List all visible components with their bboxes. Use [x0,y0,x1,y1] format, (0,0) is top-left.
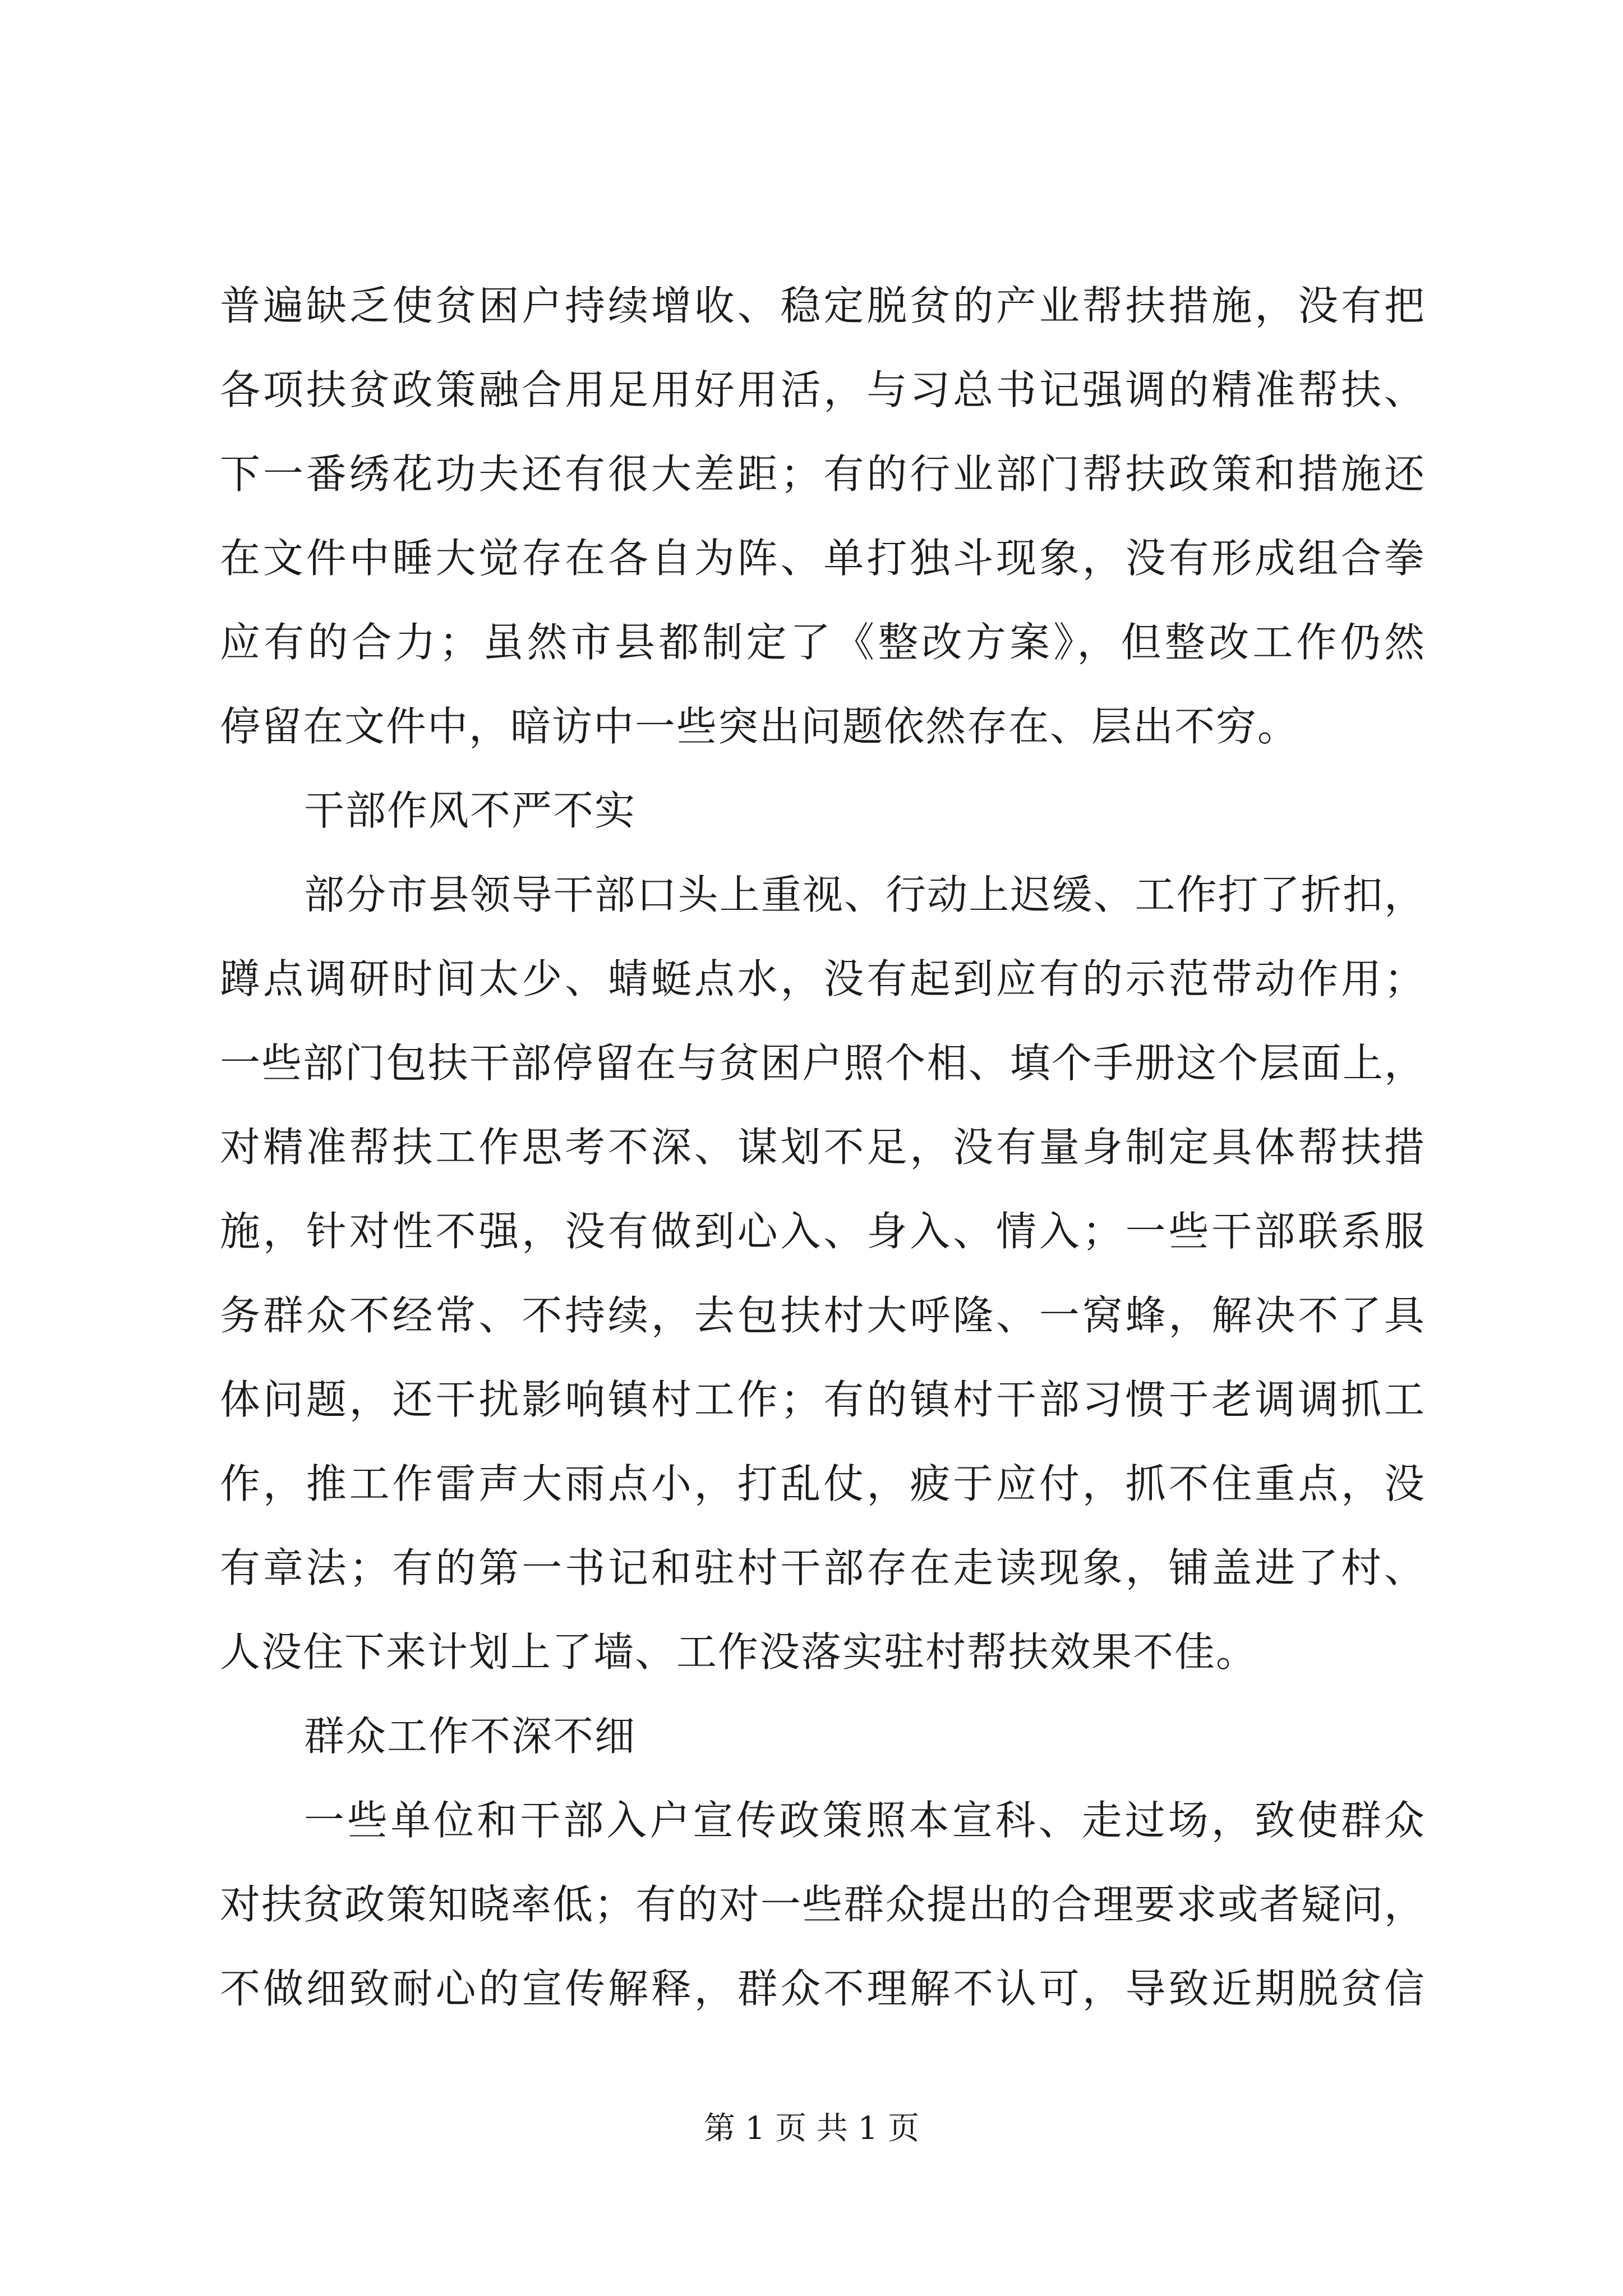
text-line: 应有的合力；虽然市县都制定了《整改方案》，但整改工作仍然 [220,619,1426,666]
text-line: 对扶贫政策知晓率低；有的对一些群众提出的合理要求或者疑问， [220,1881,1426,1928]
text-line: 体问题，还干扰影响镇村工作；有的镇村干部习惯于老调调抓工 [220,1376,1426,1423]
text-line: 对精准帮扶工作思考不深、谋划不足，没有量身制定具体帮扶措 [220,1124,1426,1171]
text-line: 蹲点调研时间太少、蜻蜓点水，没有起到应有的示范带动作用； [220,955,1426,1002]
text-line: 在文件中睡大觉存在各自为阵、单打独斗现象，没有形成组合拳 [220,535,1426,582]
page-number-label: 第 1 页 共 1 页 [703,2110,920,2147]
text-line: 施，针对性不强，没有做到心入、身入、情入；一些干部联系服 [220,1208,1426,1255]
text-line: 人没住下来计划上了墙、工作没落实驻村帮扶效果不佳。 [220,1628,1258,1676]
text-line: 不做细致耐心的宣传解释，群众不理解不认可，导致近期脱贫信 [220,1965,1426,2012]
text-line: 下一番绣花功夫还有很大差距；有的行业部门帮扶政策和措施还 [220,450,1426,498]
text-line: 普遍缺乏使贫困户持续增收、稳定脱贫的产业帮扶措施，没有把 [220,282,1426,329]
text-line: 部分市县领导干部口头上重视、行动上迟缓、工作打了折扣， [304,871,1426,918]
document-body [220,264,1426,2031]
page-footer [0,2106,1623,2151]
text-line: 作，推工作雷声大雨点小，打乱仗，疲于应付，抓不住重点，没 [220,1460,1426,1507]
text-line: 停留在文件中，暗访中一些突出问题依然存在、层出不穷。 [220,703,1299,750]
text-line: 各项扶贫政策融合用足用好用活，与习总书记强调的精准帮扶、 [220,366,1426,413]
text-line: 一些单位和干部入户宣传政策照本宣科、走过场，致使群众 [304,1797,1426,1844]
section-heading: 干部作风不严不实 [304,787,637,834]
text-line: 一些部门包扶干部停留在与贫困户照个相、填个手册这个层面上， [220,1039,1426,1087]
section-heading: 群众工作不深不细 [304,1713,637,1760]
text-line: 务群众不经常、不持续，去包扶村大呼隆、一窝蜂，解决不了具 [220,1292,1426,1339]
text-line: 有章法；有的第一书记和驻村干部存在走读现象，铺盖进了村、 [220,1544,1426,1591]
